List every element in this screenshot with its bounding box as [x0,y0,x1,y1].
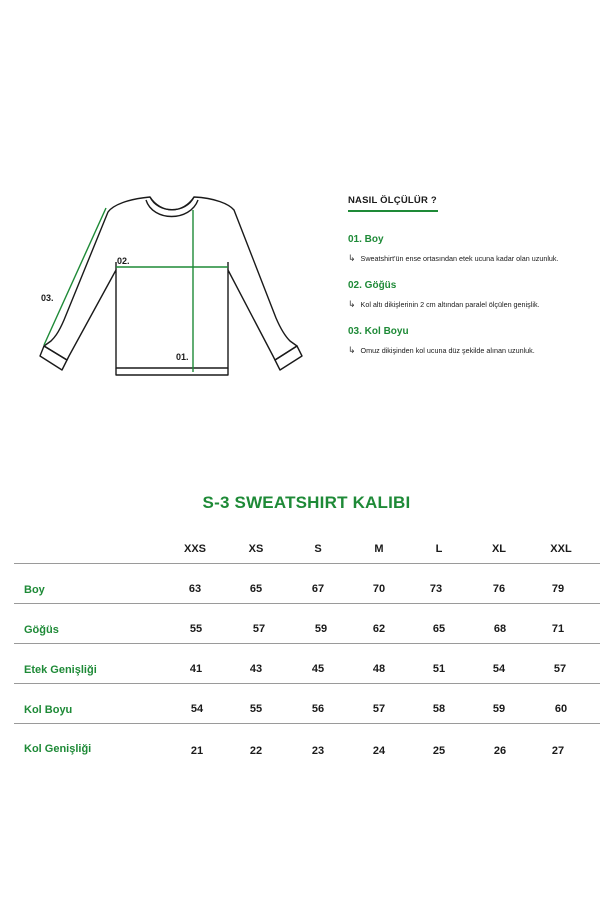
label-length: 01. [176,352,189,362]
guide-item-desc: Kol altı dikişlerinin 2 cm altından paralel ölçülen genişlik. [360,300,540,309]
row-label: Kol Boyu [24,704,73,716]
return-arrow-icon: ↳ [348,345,356,355]
label-chest: 02. [117,256,130,266]
table-cell: 54 [190,703,204,715]
size-header-cell: XL [491,543,507,555]
table-row [14,724,600,763]
row-label: Etek Genişliği [24,664,97,676]
table-cell: 59 [492,703,506,715]
table-cell: 71 [551,623,565,635]
table-cell: 56 [311,703,325,715]
table-cell: 57 [252,623,266,635]
guide-item-desc-row [348,299,598,310]
table-cell: 62 [372,623,386,635]
label-sleeve: 03. [41,293,54,303]
guide-item-desc-row [348,345,598,356]
guide-item-desc-row [348,253,598,264]
table-cell: 45 [311,663,325,675]
table-row [14,564,600,604]
table-cell: 41 [189,663,203,675]
table-cell: 54 [492,663,506,675]
row-label: Boy [24,584,45,596]
size-header-row [14,530,600,564]
size-table-title: S-3 SWEATSHIRT KALIBI [202,493,411,512]
table-cell: 22 [249,745,263,757]
table-cell: 57 [553,663,567,675]
sleeve-measure-line [44,208,106,345]
table-cell: 73 [429,583,443,595]
guide-item-title: 02. Göğüs [348,280,397,291]
table-row [14,604,600,644]
table-cell: 59 [314,623,328,635]
guide-item-desc: Sweatshirt'ün ense ortasından etek ucuna kadar olan uzunluk. [360,254,559,263]
size-header-cell: M [374,543,384,555]
table-cell: 60 [554,703,568,715]
table-cell: 26 [493,745,507,757]
table-cell: 55 [189,623,203,635]
guide-item-title: 03. Kol Boyu [348,326,409,337]
row-label: Göğüs [24,624,59,636]
measuring-guide [348,195,598,356]
table-cell: 76 [492,583,506,595]
row-label: Kol Genişliği [24,743,92,755]
guide-item-title: 01. Boy [348,234,384,245]
table-row [14,684,600,724]
table-cell: 58 [432,703,446,715]
table-cell: 67 [311,583,325,595]
table-cell: 23 [311,745,325,757]
table-cell: 65 [432,623,446,635]
guide-item-desc: Omuz dikişinden kol ucuna düz şekilde alınan uzunluk. [360,346,535,355]
table-cell: 48 [372,663,386,675]
table-cell: 57 [372,703,386,715]
return-arrow-icon: ↳ [348,299,356,309]
table-cell: 63 [188,583,202,595]
table-cell: 55 [249,703,263,715]
guide-underline [348,210,438,212]
table-cell: 27 [551,745,565,757]
table-cell: 43 [249,663,263,675]
size-header-cell: XXL [550,543,572,555]
guide-item-length [348,234,598,264]
table-cell: 25 [432,745,446,757]
table-cell: 24 [372,745,386,757]
table-cell: 70 [372,583,386,595]
table-cell: 79 [551,583,565,595]
guide-item-sleeve [348,326,598,356]
table-cell: 68 [493,623,507,635]
table-cell: 51 [432,663,446,675]
return-arrow-icon: ↳ [348,253,356,263]
size-table [14,530,600,763]
table-cell: 21 [190,745,204,757]
size-header-cell: XXS [183,543,206,555]
table-cell: 65 [249,583,263,595]
guide-item-chest [348,280,598,310]
size-header-cell: XS [248,543,264,555]
guide-title: NASIL ÖLÇÜLÜR ? [348,195,437,206]
size-header-cell: S [314,543,322,555]
size-header-cell: L [435,543,443,555]
table-row [14,644,600,684]
